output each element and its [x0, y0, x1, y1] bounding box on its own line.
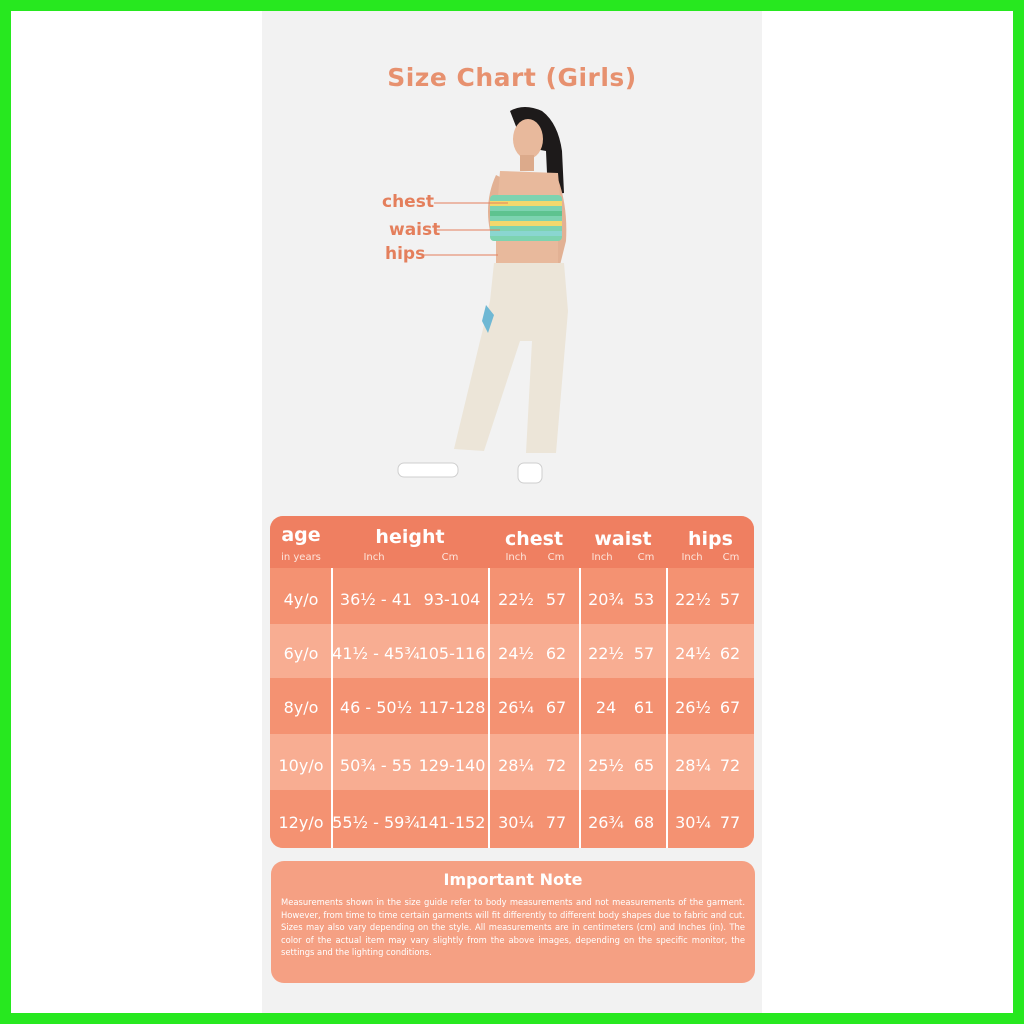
column-divider	[488, 568, 490, 848]
cell-waist-inch: 25½	[588, 756, 624, 775]
header-height-cm: Cm	[441, 552, 459, 563]
hips-label: hips	[385, 244, 426, 264]
header-age-sub: in years	[281, 552, 321, 563]
cell-chest-inch: 24½	[498, 644, 534, 663]
header-chest: chest	[504, 528, 564, 550]
note-text: Measurements shown in the size guide refer to body measurements and not measurements of the garment. However, from time to time certain garments will fit differently to different body shapes due to fabric and cut. Sizes may also vary depending on the style. All measurements are in centimeters (cm) and Inches (in). The color of the actual item may vary slightly from the above images, depending on the specific monitor, the settings and the lighting conditions.	[281, 897, 745, 958]
header-hips-cm: Cm	[722, 552, 740, 563]
cell-chest-inch: 26¼	[498, 698, 534, 717]
cell-height-inch: 41½ - 45¾	[332, 644, 420, 663]
cell-height-inch: 50¾ - 55	[339, 756, 413, 775]
header-waist-cm: Cm	[637, 552, 655, 563]
waist-label: waist	[389, 220, 441, 240]
size-table	[270, 516, 754, 848]
cell-waist-inch: 24	[595, 698, 617, 717]
header-waist-inch: Inch	[591, 552, 613, 563]
size-chart-panel	[262, 11, 762, 1013]
cell-age: 8y/o	[283, 698, 319, 717]
cell-waist-cm: 61	[633, 698, 655, 717]
cell-hips-inch: 24½	[675, 644, 711, 663]
cell-chest-inch: 22½	[498, 590, 534, 609]
cell-chest-cm: 72	[545, 756, 567, 775]
cell-height-inch: 36½ - 41	[339, 590, 413, 609]
cell-chest-inch: 28¼	[498, 756, 534, 775]
cell-waist-inch: 22½	[588, 644, 624, 663]
cell-hips-inch: 26½	[675, 698, 711, 717]
important-note	[271, 861, 755, 983]
header-height: height	[375, 526, 445, 548]
cell-height-cm: 105-116	[418, 644, 486, 663]
header-chest-inch: Inch	[505, 552, 527, 563]
page-title: Size Chart (Girls)	[387, 63, 637, 92]
cell-hips-inch: 30¼	[675, 813, 711, 832]
cell-waist-cm: 68	[633, 813, 655, 832]
header-hips-inch: Inch	[681, 552, 703, 563]
cell-chest-cm: 77	[545, 813, 567, 832]
cell-waist-cm: 57	[633, 644, 655, 663]
cell-waist-inch: 20¾	[588, 590, 624, 609]
cell-chest-inch: 30¼	[498, 813, 534, 832]
cell-age: 10y/o	[278, 756, 324, 775]
column-divider	[579, 568, 581, 848]
header-waist: waist	[594, 528, 652, 550]
cell-chest-cm: 57	[545, 590, 567, 609]
cell-age: 6y/o	[283, 644, 319, 663]
chest-label: chest	[382, 192, 434, 212]
header-hips: hips	[688, 528, 733, 550]
cell-hips-cm: 77	[719, 813, 741, 832]
cell-waist-inch: 26¾	[588, 813, 624, 832]
column-divider	[666, 568, 668, 848]
cell-height-cm: 129-140	[418, 756, 486, 775]
header-height-inch: Inch	[363, 552, 385, 563]
cell-height-inch: 55½ - 59¾	[332, 813, 420, 832]
cell-height-cm: 141-152	[418, 813, 486, 832]
cell-age: 4y/o	[283, 590, 319, 609]
cell-hips-cm: 57	[719, 590, 741, 609]
cell-chest-cm: 67	[545, 698, 567, 717]
cell-hips-cm: 62	[719, 644, 741, 663]
header-age: age	[281, 524, 321, 546]
cell-chest-cm: 62	[545, 644, 567, 663]
cell-age: 12y/o	[278, 813, 324, 832]
cell-height-cm: 93-104	[423, 590, 481, 609]
cell-hips-cm: 72	[719, 756, 741, 775]
cell-waist-cm: 53	[633, 590, 655, 609]
cell-waist-cm: 65	[633, 756, 655, 775]
cell-hips-inch: 28¼	[675, 756, 711, 775]
cell-height-inch: 46 - 50½	[339, 698, 413, 717]
model-photo	[262, 11, 762, 511]
cell-hips-inch: 22½	[675, 590, 711, 609]
cell-height-cm: 117-128	[418, 698, 486, 717]
header-chest-cm: Cm	[547, 552, 565, 563]
cell-hips-cm: 67	[719, 698, 741, 717]
note-title: Important Note	[443, 870, 583, 889]
